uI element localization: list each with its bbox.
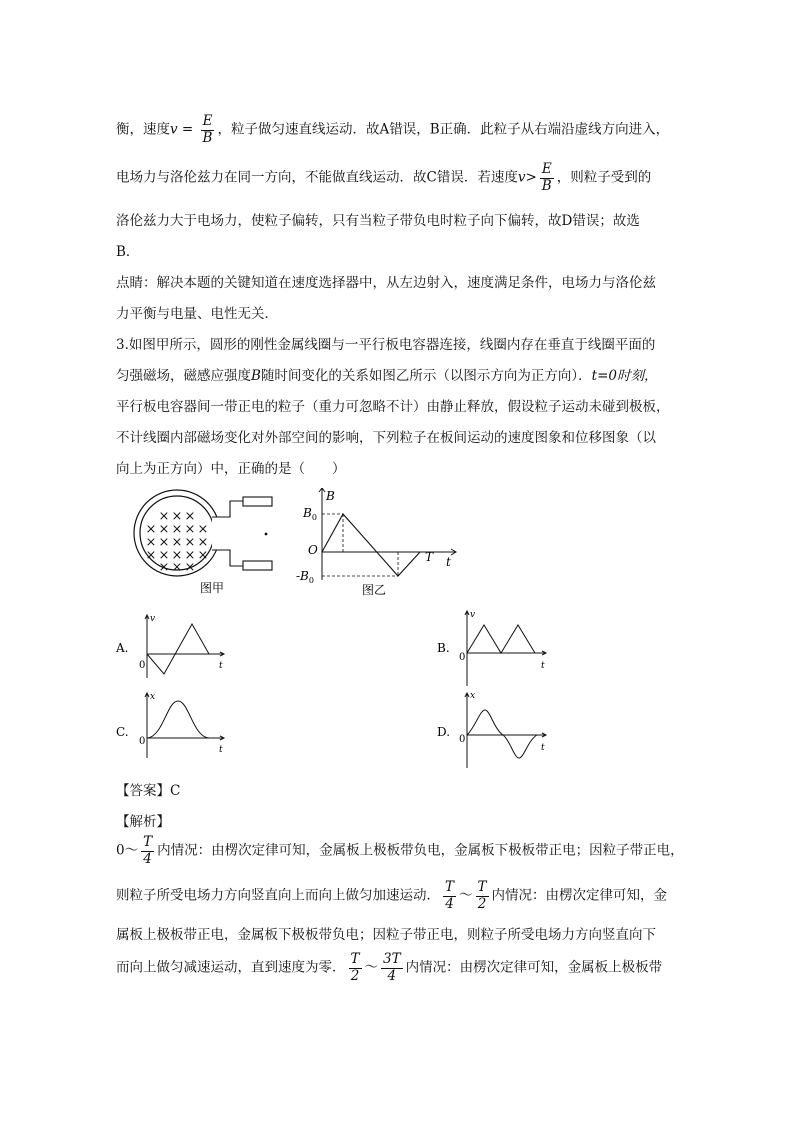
B-curve	[322, 514, 420, 576]
fraction-3T-over-4	[381, 952, 403, 984]
analysis-line-3: 属板上极板带正电，金属板下极板带负电；因粒子带正电，则粒子所受电场力方向竖直向下	[116, 927, 656, 943]
option-d-curve	[467, 710, 537, 758]
cross-mark: ×	[184, 548, 196, 563]
negB0-label	[296, 569, 314, 585]
capacitor-upper-plate	[243, 497, 272, 506]
cross-mark: ×	[184, 560, 196, 575]
text: 0～	[116, 842, 139, 859]
option-a-t-label: t	[219, 661, 223, 671]
magnetic-field-crosses	[146, 509, 209, 575]
B-axis-label: B	[326, 489, 335, 503]
figure-a-caption: 图甲	[199, 581, 225, 595]
option-b-t-label: t	[541, 661, 545, 671]
option-c-label: C.	[116, 725, 129, 739]
numerator: T	[445, 879, 455, 895]
answer-value: C	[170, 783, 181, 799]
B0-main: B	[303, 506, 312, 520]
option-d-label: D.	[437, 725, 451, 739]
question-line-4: 不计线圈内部磁场变化对外部空间的影响，下列粒子在板间运动的速度图象和位移图象（以	[116, 430, 656, 446]
option-b-label: B.	[437, 641, 450, 655]
numerator: T	[350, 951, 360, 967]
text: 而向上做匀减速运动，直到速度为零．	[116, 959, 346, 976]
cross-mark: ×	[158, 509, 170, 524]
option-d-y-label: x	[470, 691, 476, 701]
question-figure	[0, 488, 794, 798]
answer-line	[116, 779, 180, 799]
fraction-T-over-4	[443, 880, 456, 912]
lower-lead	[212, 550, 243, 566]
analysis-title: 【解析】	[116, 814, 170, 830]
cross-mark: ×	[197, 535, 209, 550]
text: 匀强磁场，磁感应强度	[116, 368, 251, 384]
analysis-line-4	[116, 952, 662, 984]
text: 电场力与洛伦兹力在同一方向，不能做直线运动．故C错误．若速度	[116, 169, 518, 186]
cross-mark: ×	[158, 522, 170, 537]
option-a-origin: 0	[139, 660, 146, 671]
option-d-origin: 0	[459, 734, 466, 745]
capacitor-lower-plate	[243, 561, 272, 570]
fraction-T-over-2	[349, 952, 362, 984]
cross-mark: ×	[184, 522, 196, 537]
prev-line-4: B．	[116, 244, 140, 260]
cross-mark: ×	[184, 509, 196, 524]
analysis-line-1	[116, 835, 684, 867]
option-c-origin: 0	[139, 736, 146, 747]
equals-sign: =	[177, 121, 198, 138]
question-line-5: 向上为正方向）中，正确的是（ ）	[116, 461, 346, 477]
option-a-label: A.	[116, 641, 129, 655]
B-symbol: B	[251, 368, 261, 384]
fraction-E-over-B	[540, 162, 554, 194]
question-line-2	[116, 364, 658, 384]
negB0-sub: 0	[308, 576, 314, 585]
cross-mark: ×	[184, 535, 196, 550]
tip-line-1: 点睛：解决本题的关键知道在速度选择器中，从左边射入，速度满足条件，电场力与洛伦兹	[116, 275, 656, 291]
question-line-1: 3.如图甲所示，圆形的刚性金属线圈与一平行板电容器连接，线圈内存在垂直于线圈平面的	[116, 337, 656, 353]
text: 内情况：由楞次定律可知，金属板上极板带	[405, 959, 663, 976]
option-b-origin: 0	[459, 652, 466, 663]
option-c-t-label: t	[219, 745, 223, 755]
numerator: 3T	[383, 951, 401, 967]
tip-line-2: 力平衡与电量、电性无关．	[116, 306, 278, 322]
cross-mark: ×	[171, 548, 183, 563]
negB0-main: -B	[296, 569, 309, 583]
tilde: ～	[459, 887, 473, 904]
denominator: B	[202, 129, 213, 146]
v-symbol: v	[170, 121, 178, 138]
numerator: E	[201, 114, 215, 131]
numerator: T	[143, 834, 153, 850]
text: 随时间变化的关系如图乙所示（以图示方向为正方向）．	[260, 368, 592, 384]
greater-than-sign: >	[525, 169, 537, 186]
fraction-T-over-2	[476, 880, 489, 912]
cross-mark: ×	[145, 535, 157, 550]
text: ，粒子做匀速直线运动．故A错误，B正确．此粒子从右端沿虚线方向进入，	[217, 121, 670, 138]
cross-mark: ×	[171, 560, 183, 575]
numerator: E	[540, 162, 554, 179]
denominator: B	[541, 177, 552, 194]
charged-particle	[265, 533, 268, 536]
text: 内情况：由楞次定律可知，金属板上极板带负电，金属板下极板带正电；因粒子带正电，	[157, 842, 684, 859]
cross-mark: ×	[158, 535, 170, 550]
B0-sub: 0	[311, 513, 317, 522]
prev-line-1	[116, 114, 669, 146]
t-axis-label: t	[446, 555, 451, 569]
denominator: 4	[445, 895, 454, 912]
cross-mark: ×	[197, 522, 209, 537]
fraction-T-over-4	[141, 835, 154, 867]
text: 内情况：由楞次定律可知，金	[491, 887, 668, 904]
cross-mark: ×	[171, 535, 183, 550]
numerator: T	[477, 879, 487, 895]
option-b-y-label: v	[470, 610, 476, 620]
option-a-y-label: v	[150, 614, 156, 624]
option-a-curve	[147, 624, 209, 674]
option-c-curve	[147, 701, 209, 738]
v-symbol: v	[517, 169, 526, 186]
cross-mark: ×	[158, 548, 170, 563]
option-c-y-label: x	[150, 692, 156, 702]
text: 衡，速度	[116, 121, 170, 138]
option-d-t-label: t	[541, 743, 545, 753]
upper-lead	[212, 501, 243, 517]
coil-gap	[212, 517, 226, 550]
text: ，则粒子受到的	[556, 169, 652, 186]
cross-mark: ×	[145, 548, 157, 563]
denominator: 4	[387, 967, 397, 984]
denominator: 2	[477, 895, 487, 912]
tilde: ～	[364, 959, 379, 976]
denominator: 2	[350, 967, 360, 984]
denominator: 4	[143, 850, 152, 867]
B0-label	[302, 506, 317, 522]
cross-mark: ×	[171, 522, 183, 537]
t0-text: t=0时刻，	[591, 368, 658, 384]
origin-label: O	[308, 543, 318, 557]
prev-line-2	[116, 162, 651, 194]
T-label: T	[425, 550, 434, 564]
option-b-curve	[467, 625, 535, 653]
analysis-line-2	[116, 880, 667, 912]
text: 则粒子所受电场力方向竖直向上而向上做匀加速运动．	[116, 887, 440, 904]
answer-label: 【答案】	[116, 783, 170, 799]
cross-mark: ×	[158, 560, 170, 575]
fraction-E-over-B	[201, 114, 215, 146]
prev-line-3: 洛伦兹力大于电场力，使粒子偏转，只有当粒子带负电时粒子向下偏转，故D错误；故选	[116, 213, 640, 229]
cross-mark: ×	[145, 522, 157, 537]
cross-mark: ×	[171, 509, 183, 524]
question-line-3: 平行板电容器间一带正电的粒子（重力可忽略不计）由静止释放，假设粒子运动未碰到极板，	[116, 399, 670, 415]
cross-mark: ×	[197, 548, 209, 563]
figure-b-caption: 图乙	[361, 583, 387, 597]
